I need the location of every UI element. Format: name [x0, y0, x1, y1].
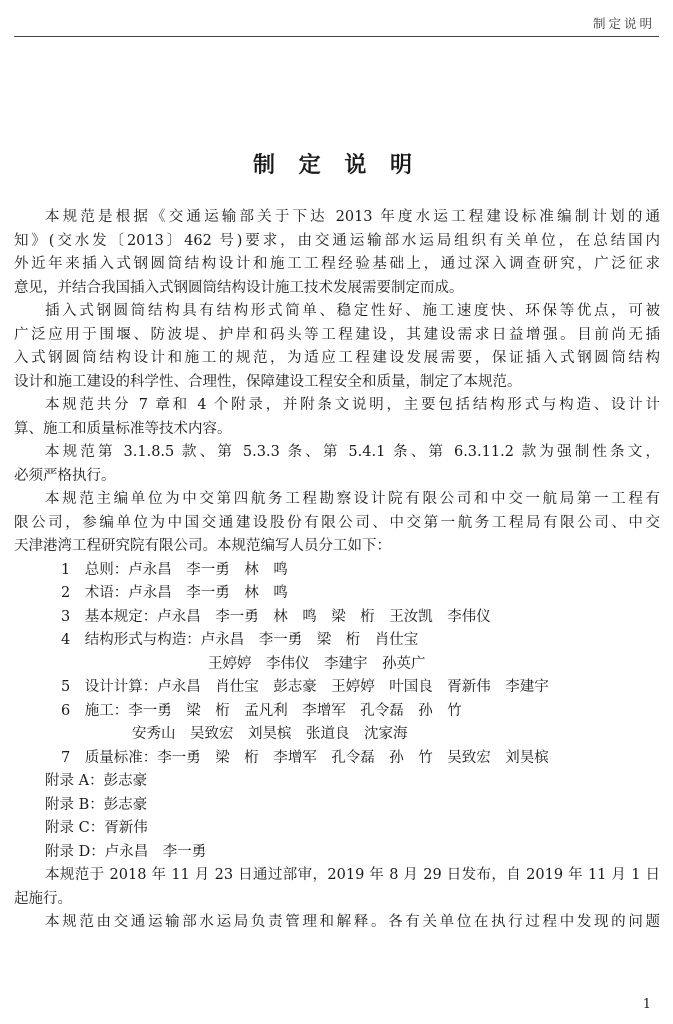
- author-list-item: 7 质量标准：李一勇 梁 桁 李增军 孔令磊 孙 竹 吴致宏 刘昊槟: [61, 749, 549, 766]
- paragraph: [14, 864, 660, 911]
- text-line: 设计和施工建设的科学性、合理性，保障建设工程安全和质量，制定了本规范。: [14, 373, 522, 390]
- author-list-item: 附录 A：彭志豪: [45, 773, 148, 789]
- author-list-item: 3 基本规定：卢永昌 李一勇 林 鸣 梁 桁 王汝凯 李伟仪: [61, 608, 491, 625]
- author-list-item: 附录 B：彭志豪: [45, 796, 148, 813]
- running-header: 制定说明: [592, 16, 655, 31]
- text-line: 知》(交水发〔2013〕462 号)要求，由交通运输部水运局组织有关单位，在总结国内: [14, 232, 660, 249]
- author-list-item: 5 设计计算：卢永昌 肖仕宝 彭志豪 王婷婷 叶国良 胥新伟 李建宇: [61, 679, 549, 695]
- text-line: 本规范第 3.1.8.5 款、第 5.3.3 条、第 5.4.1 条、第 6.3.11.2 款为强制性条文，: [45, 444, 660, 460]
- author-list-item: 附录 C：胥新伟: [45, 820, 148, 836]
- author-list: [14, 559, 660, 865]
- paragraph: [14, 300, 660, 394]
- text-line: 外近年来插入式钢圆筒结构设计和施工工程经验基础上，通过深入调查研究，广泛征求: [14, 256, 660, 272]
- text-line: 意见，并结合我国插入式钢圆筒结构设计施工技术发展需要制定而成。: [14, 279, 464, 296]
- text-line: 算、施工和质量标准等技术内容。: [14, 420, 232, 437]
- text-line: 本规范共分 7 章和 4 个附录，并附条文说明，主要包括结构形式与构造、设计计: [45, 397, 660, 413]
- author-list-item: 王婷婷 李伟仪 李建宇 孙英广: [208, 655, 426, 672]
- paragraph: [14, 206, 660, 300]
- text-line: 本规范主编单位为中交第四航务工程勘察设计院有限公司和中交一航局第一工程有: [45, 491, 660, 507]
- header-rule: [14, 36, 659, 37]
- paragraph: [14, 394, 660, 441]
- text-line: 本规范是根据《交通运输部关于下达 2013 年度水运工程建设标准编制计划的通: [45, 209, 660, 225]
- paragraph: [14, 488, 660, 559]
- text-line: 必须严格执行。: [14, 467, 116, 484]
- text-line: 起施行。: [14, 890, 72, 907]
- author-list-item: 附录 D：卢永昌 李一勇: [45, 843, 207, 860]
- paragraph: [14, 911, 660, 935]
- page-number: 1: [642, 997, 651, 1012]
- author-list-item: 1 总则：卢永昌 李一勇 林 鸣: [61, 561, 288, 578]
- text-line: 入式钢圆筒结构设计和施工的规范，为适应工程建设发展需要，保证插入式钢圆筒结构: [14, 350, 660, 366]
- text-line: 限公司，参编单位为中国交通建设股份有限公司、中交第一航务工程局有限公司、中交: [14, 514, 660, 531]
- page-title: 制 定 说 明: [253, 152, 420, 178]
- document-body: [14, 206, 660, 935]
- author-list-item: 2 术语：卢永昌 李一勇 林 鸣: [61, 585, 288, 601]
- author-list-item: 安秀山 吴致宏 刘昊槟 张道良 沈家海: [132, 726, 408, 742]
- text-line: 插入式钢圆筒结构具有结构形式简单、稳定性好、施工速度快、环保等优点，可被: [45, 303, 660, 319]
- text-line: 天津港湾工程研究院有限公司。本规范编写人员分工如下：: [14, 538, 391, 554]
- paragraph: [14, 441, 660, 488]
- text-line: 本规范于 2018 年 11 月 23 日通过部审，2019 年 8 月 29 日发布，自 2019 年 11 月 1 日: [45, 867, 660, 883]
- text-line: 本规范由交通运输部水运局负责管理和解释。各有关单位在执行过程中发现的问题: [45, 914, 660, 930]
- author-list-item: 6 施工：李一勇 梁 桁 孟凡利 李增军 孔令磊 孙 竹: [61, 702, 462, 719]
- author-list-item: 4 结构形式与构造：卢永昌 李一勇 梁 桁 肖仕宝: [61, 632, 419, 648]
- text-line: 广泛应用于围堰、防波堤、护岸和码头等工程建设，其建设需求日益增强。目前尚无插: [14, 326, 660, 343]
